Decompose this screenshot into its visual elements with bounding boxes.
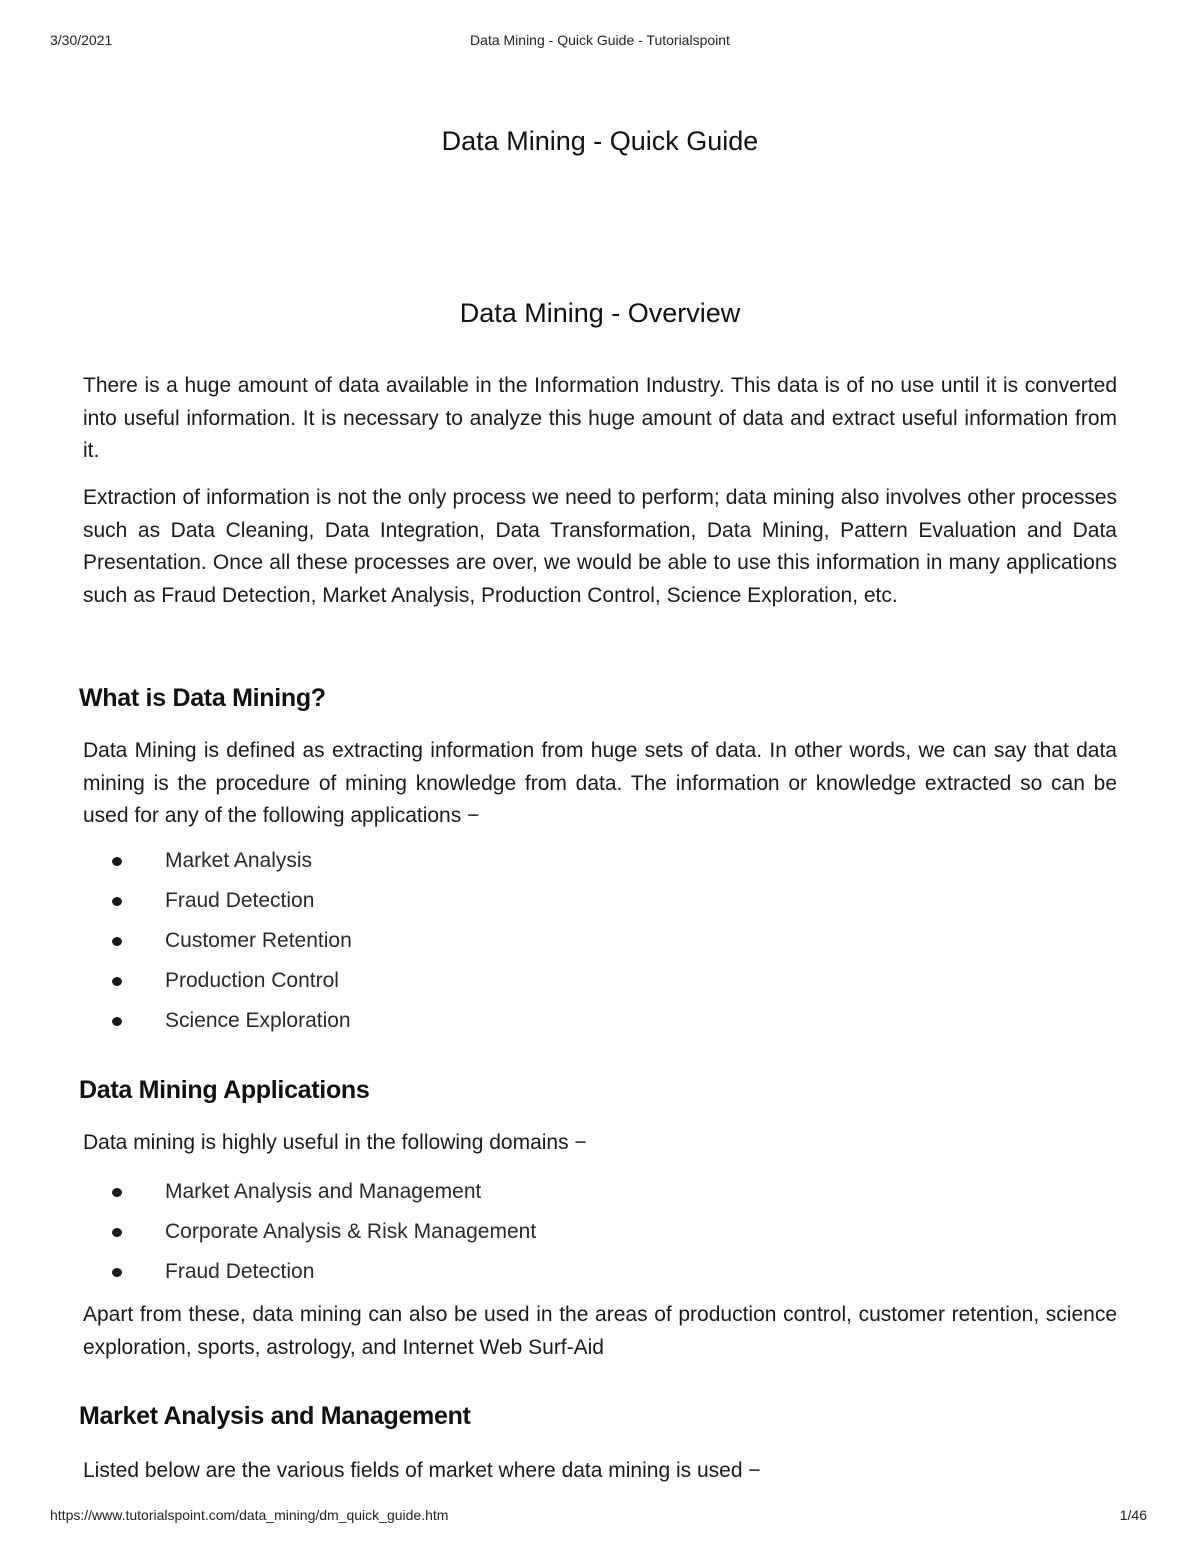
bullet-icon <box>112 857 122 866</box>
bullet-icon <box>112 1268 122 1277</box>
print-footer-page-number: 1/46 <box>1119 1507 1147 1523</box>
overview-heading: Data Mining - Overview <box>459 298 741 328</box>
print-footer-url: https://www.tutorialspoint.com/data_mining/dm_quick_guide.htm <box>50 1507 449 1523</box>
what-is-data-mining-heading: What is Data Mining? <box>79 684 326 712</box>
list-item-label: Customer Retention <box>165 929 352 952</box>
overview-paragraph-2: Extraction of information is not the only process we need to perform; data mining also involves other processes such as Data Cleaning, Data Integration, Data Transformation, Data Mining, Pattern Evaluation and Data Presentation. Once all these processes are over, we would be able to use this information in many applications such as Fraud Detection, Market Analysis, Production Control, Science Exploration, etc. <box>83 486 1117 607</box>
bullet-icon <box>112 1017 122 1026</box>
bullet-icon <box>112 1228 122 1237</box>
applications-paragraph: Apart from these, data mining can also be used in the areas of production control, customer retention, science exploration, sports, astrology, and Internet Web Surf-Aid <box>83 1303 1117 1359</box>
market-analysis-intro: Listed below are the various fields of market where data mining is used − <box>83 1459 761 1482</box>
list-item-label: Market Analysis and Management <box>165 1180 482 1203</box>
what-is-data-mining-paragraph: Data Mining is defined as extracting information from huge sets of data. In other words, we can say that data mining is the procedure of mining knowledge from data. The information or knowledge extracted so can be used for any of the following applications − <box>83 739 1117 828</box>
list-item-label: Market Analysis <box>165 849 313 872</box>
list-item-label: Corporate Analysis & Risk Management <box>165 1220 537 1243</box>
list-item-label: Fraud Detection <box>165 889 315 912</box>
print-header-date: 3/30/2021 <box>50 32 113 48</box>
bullet-icon <box>112 977 122 986</box>
data-mining-applications-heading: Data Mining Applications <box>79 1076 370 1104</box>
bullet-icon <box>112 937 122 946</box>
bullet-icon <box>112 897 122 906</box>
list-item-label: Production Control <box>165 969 339 992</box>
market-analysis-heading: Market Analysis and Management <box>79 1402 471 1430</box>
applications-intro: Data mining is highly useful in the following domains − <box>83 1131 587 1154</box>
print-header-title: Data Mining - Quick Guide - Tutorialspoint <box>470 32 730 48</box>
list-item-label: Fraud Detection <box>165 1260 315 1283</box>
bullet-icon <box>112 1188 122 1197</box>
document-title: Data Mining - Quick Guide <box>441 126 759 156</box>
list-item-label: Science Exploration <box>165 1009 351 1032</box>
overview-paragraph-1: There is a huge amount of data available in the Information Industry. This data is of no use until it is converted into useful information. It is necessary to analyze this huge amount of data and extract useful information from it. <box>83 374 1117 463</box>
